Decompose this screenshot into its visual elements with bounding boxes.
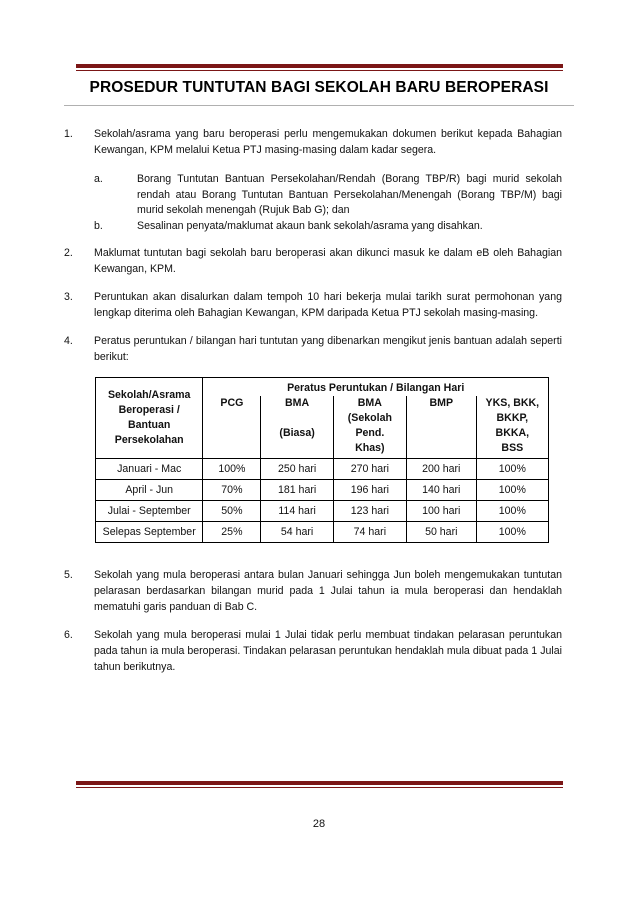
column-header-pcg: PCG	[203, 396, 261, 459]
table-cell: Selepas September	[96, 522, 203, 543]
page-title: PROSEDUR TUNTUTAN BAGI SEKOLAH BARU BEROPERASI	[89, 79, 549, 96]
sub-item-label: b.	[94, 220, 103, 232]
item-number: 4.	[64, 335, 73, 347]
table-cell: 50%	[203, 501, 261, 522]
item-text: Peratus peruntukan / bilangan hari tuntutan yang dibenarkan mengikut jenis bantuan adalah seperti berikut:	[94, 335, 562, 363]
table-row	[96, 459, 549, 480]
sub-item-b	[94, 219, 562, 235]
item-number: 1.	[64, 128, 73, 140]
table-cell: 50 hari	[406, 522, 476, 543]
table-cell: 100%	[476, 480, 548, 501]
column-header-bma-biasa: BMA (Biasa)	[261, 396, 333, 459]
table-cell: 123 hari	[333, 501, 406, 522]
bottom-rule-thick	[76, 781, 563, 785]
table-cell: Julai - September	[96, 501, 203, 522]
group-header-cell: Peratus Peruntukan / Bilangan Hari	[203, 378, 549, 397]
item-number: 6.	[64, 629, 73, 641]
sub-item-a	[94, 172, 562, 219]
page-number: 28	[312, 818, 326, 830]
table-row	[96, 522, 549, 543]
table-cell: 25%	[203, 522, 261, 543]
top-rule-thin	[76, 70, 563, 71]
table-cell: 250 hari	[261, 459, 333, 480]
table-cell: 181 hari	[261, 480, 333, 501]
item-number: 2.	[64, 247, 73, 259]
column-header-bma-khas: BMA (Sekolah Pend. Khas)	[333, 396, 406, 459]
sub-item-text: Borang Tuntutan Bantuan Persekolahan/Rendah (Borang TBP/R) bagi murid sekolah rendah atau Borang Tuntutan Bantuan Persekolahan/Menengah (Borang TBP/M) bagi murid sekolah menengah (Rujuk Bab G); dan	[137, 173, 562, 216]
item-text: Sekolah/asrama yang baru beroperasi perlu mengemukakan dokumen berikut kepada Bahagian Kewangan, KPM melalui Ketua PTJ masing-masing dalam kadar segera.	[94, 128, 562, 156]
list-item-1	[64, 126, 562, 158]
item-text: Sekolah yang mula beroperasi mulai 1 Julai tidak perlu membuat tindakan pelarasan peruntukan pada tahun ia mula beroperasi. Tindakan pelarasan peruntukan hendaklah mula dibuat pada 1 Julai tahun berikutnya.	[94, 629, 562, 673]
table-cell: 74 hari	[333, 522, 406, 543]
table-cell: 100%	[476, 522, 548, 543]
table-cell: 100%	[476, 501, 548, 522]
item-text: Sekolah yang mula beroperasi antara bulan Januari sehingga Jun boleh mengemukakan tuntutan pelarasan berdasarkan bilangan murid pada 1 Julai tahun ia mula beroperasi dan hendaklah mematuhi garis panduan di Bab C.	[94, 569, 562, 613]
item-text: Peruntukan akan disalurkan dalam tempoh 10 hari bekerja mulai tarikh surat permohonan yang lengkap diterima oleh Bahagian Kewangan, KPM daripada Ketua PTJ sekolah masing-masing.	[94, 291, 562, 319]
column-header-yks: YKS, BKK, BKKP, BKKA, BSS	[476, 396, 548, 459]
title-divider	[64, 105, 574, 106]
sub-item-text: Sesalinan penyata/maklumat akaun bank sekolah/asrama yang disahkan.	[137, 220, 483, 232]
table-row	[96, 501, 549, 522]
row-header-cell: Sekolah/Asrama Beroperasi / Bantuan Persekolahan	[96, 378, 203, 459]
table-cell: 140 hari	[406, 480, 476, 501]
column-header-bmp: BMP	[406, 396, 476, 459]
item-number: 5.	[64, 569, 73, 581]
top-rule-thick	[76, 64, 563, 68]
list-item-6	[64, 627, 562, 675]
table-cell: 100%	[203, 459, 261, 480]
table-cell: 54 hari	[261, 522, 333, 543]
item-number: 3.	[64, 291, 73, 303]
table-cell: 70%	[203, 480, 261, 501]
table-cell: 200 hari	[406, 459, 476, 480]
list-item-5	[64, 567, 562, 615]
item-text: Maklumat tuntutan bagi sekolah baru beroperasi akan dikunci masuk ke dalam eB oleh Bahagian Kewangan, KPM.	[94, 247, 562, 275]
table-cell: 100%	[476, 459, 548, 480]
table-cell: Januari - Mac	[96, 459, 203, 480]
table-cell: April - Jun	[96, 480, 203, 501]
list-item-2	[64, 245, 562, 277]
table-row	[96, 480, 549, 501]
allocation-table	[95, 377, 549, 543]
list-item-3	[64, 289, 562, 321]
table-cell: 114 hari	[261, 501, 333, 522]
table-cell: 270 hari	[333, 459, 406, 480]
table-cell: 196 hari	[333, 480, 406, 501]
table-cell: 100 hari	[406, 501, 476, 522]
sub-item-label: a.	[94, 173, 103, 185]
bottom-rule-thin	[76, 787, 563, 788]
list-item-4	[64, 333, 562, 365]
